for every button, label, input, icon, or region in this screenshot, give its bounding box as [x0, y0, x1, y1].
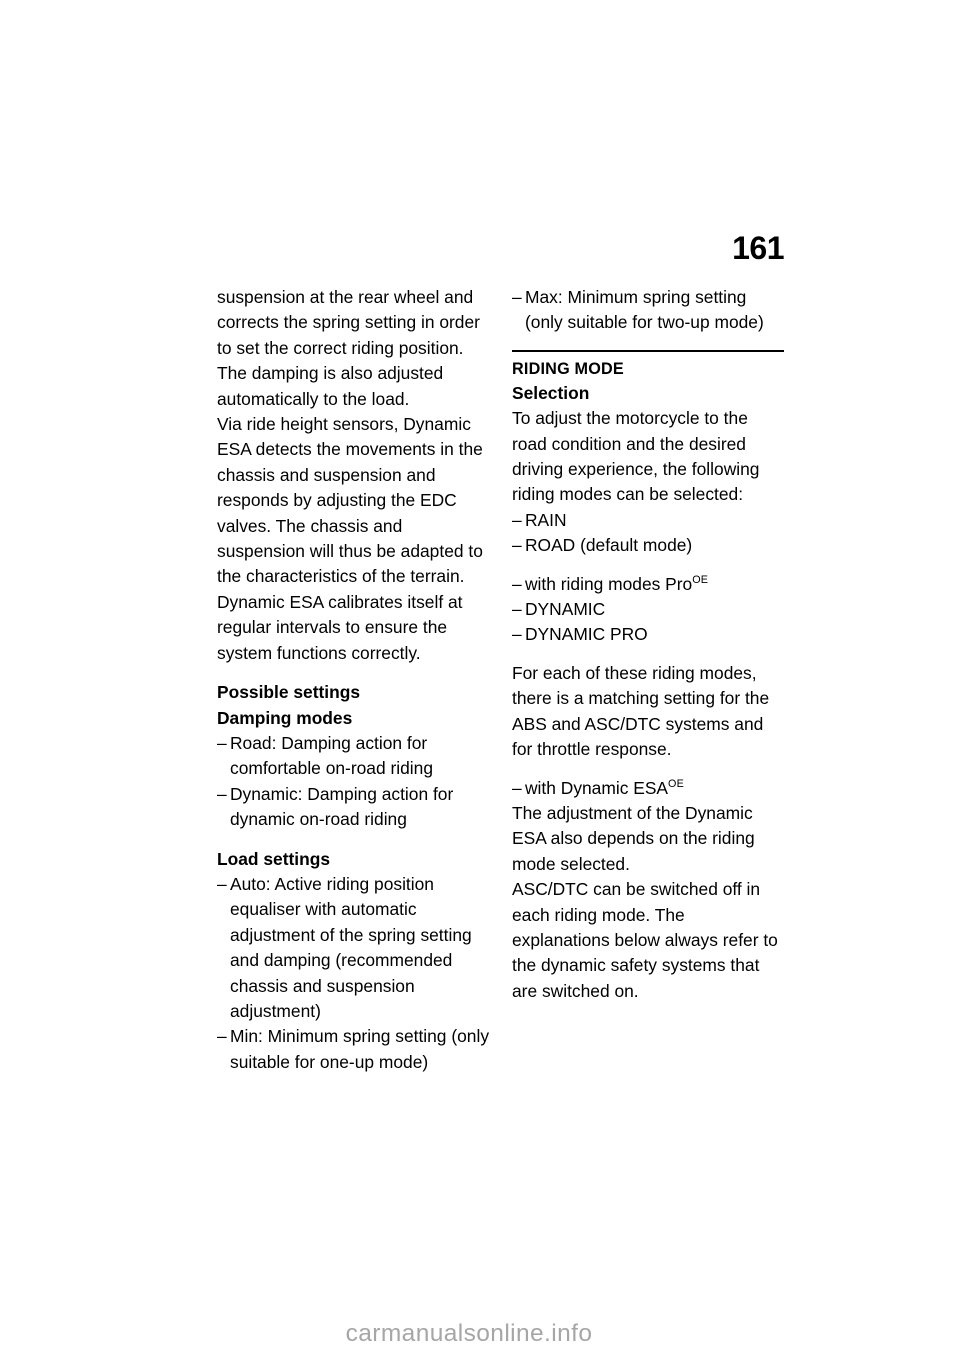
possible-settings-heading: Possible settings [217, 682, 361, 703]
oe-superscript: OE [692, 573, 709, 586]
list-item-pro-label [512, 572, 784, 597]
dynamic-esa-list [512, 776, 784, 801]
section-divider [512, 350, 784, 352]
list-item: – Road: Damping action for comfortable on-road riding [217, 731, 489, 782]
list-item: – RAIN [512, 508, 784, 533]
left-column [217, 285, 489, 1075]
intro-paragraph-1: suspension at the rear wheel and corrects the spring setting in order to set the correct riding position. The damping is also adjusted automatically to the load. [217, 287, 480, 409]
riding-modes-pro-label: with riding modes Pro [525, 573, 693, 594]
list-item: – Min: Minimum spring setting (only suitable for one-up mode) [217, 1024, 489, 1075]
selection-heading: Selection [512, 382, 590, 403]
list-item-dynamic-esa-label [512, 776, 784, 801]
damping-modes-list [217, 731, 489, 833]
load-settings-list-continued [512, 285, 784, 336]
list-item: – DYNAMIC [512, 597, 784, 622]
dynamic-esa-paragraph: The adjustment of the Dynamic ESA also depends on the riding mode selected. [512, 802, 755, 874]
dynamic-esa-label: with Dynamic ESA [525, 777, 669, 798]
site-watermark: carmanualsonline.info [345, 1320, 593, 1347]
oe-superscript: OE [668, 777, 684, 790]
matching-setting-paragraph: For each of these riding modes, there is a matching setting for the ABS and ASC/DTC systems and for throttle response. [512, 662, 770, 760]
riding-modes-pro-list [512, 572, 784, 648]
riding-mode-section-heading: RIDING MODE [512, 359, 624, 378]
list-item: – Dynamic: Damping action for dynamic on-road riding [217, 782, 489, 833]
list-item: – Max: Minimum spring setting (only suitable for two-up mode) [512, 285, 784, 336]
right-column [512, 285, 784, 1004]
damping-modes-heading: Damping modes [217, 707, 353, 728]
asc-dtc-paragraph: ASC/DTC can be switched off in each riding mode. The explanations below always refer to the dynamic safety systems that are switched on. [512, 879, 778, 1001]
list-item: – DYNAMIC PRO [512, 622, 784, 647]
list-item: – ROAD (default mode) [512, 533, 784, 558]
list-item: – Auto: Active riding position equaliser with automatic adjustment of the spring setting and damping (recommended chassis and suspension adjustment) [217, 872, 489, 1024]
riding-modes-base-list [512, 508, 784, 559]
selection-paragraph: To adjust the motorcycle to the road condition and the desired driving experience, the following riding modes can be selected: [512, 408, 760, 505]
load-settings-heading: Load settings [217, 848, 331, 869]
load-settings-list [217, 872, 489, 1075]
page-number: 161 [732, 230, 784, 266]
intro-paragraph-2: Via ride height sensors, Dynamic ESA detects the movements in the chassis and suspension and responds by adjusting the EDC valves. The chassis and suspension will thus be adapted to the characteristics of the terrain. Dynamic ESA calibrates itself at regular intervals to ensure the system functions correctly. [217, 414, 483, 663]
